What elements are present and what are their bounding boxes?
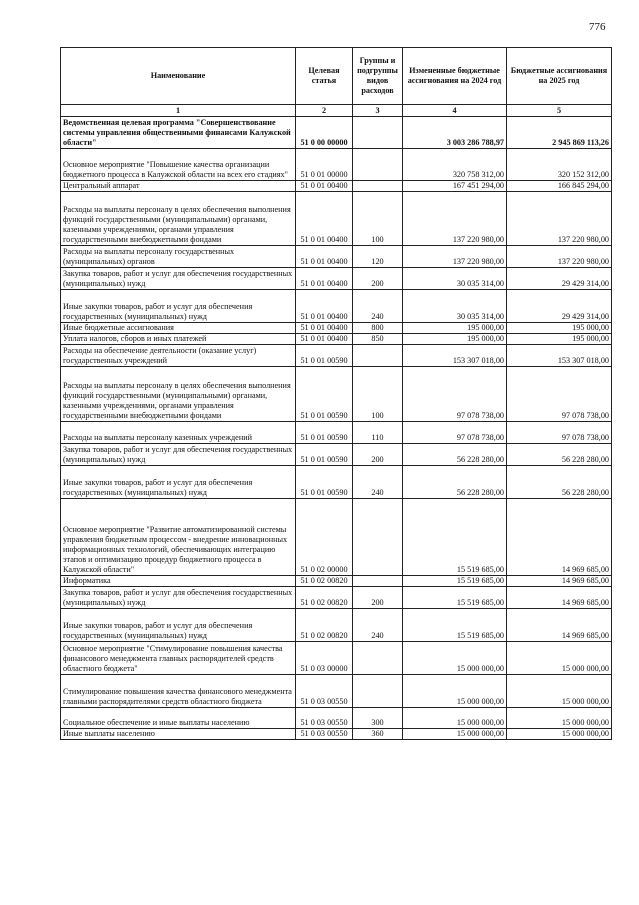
- row-group-cell: 200: [353, 587, 403, 609]
- row-group-cell: 360: [353, 729, 403, 740]
- row-amount-2024-cell: 15 000 000,00: [403, 708, 507, 729]
- row-name-cell: Иные бюджетные ассигнования: [61, 323, 296, 334]
- row-name-cell: Основное мероприятие "Стимулирование повышения качества финансового менеджмента главных распорядителей средств областного бюджета": [61, 642, 296, 675]
- row-amount-2025-cell: 15 000 000,00: [507, 642, 612, 675]
- row-group-cell: [353, 149, 403, 181]
- row-target-code-cell: 51 0 01 00400: [296, 290, 353, 323]
- table-row: [61, 268, 612, 290]
- row-amount-2024-cell: 320 758 312,00: [403, 149, 507, 181]
- row-target-code-cell: 51 0 02 00820: [296, 576, 353, 587]
- row-group-cell: 100: [353, 367, 403, 422]
- row-amount-2024-cell: 153 307 018,00: [403, 345, 507, 367]
- row-amount-2025-cell: 14 969 685,00: [507, 499, 612, 576]
- row-target-code-cell: 51 0 03 00550: [296, 708, 353, 729]
- row-name-cell: Стимулирование повышения качества финансового менеджмента главными распорядителями средств областного бюджета: [61, 675, 296, 708]
- row-target-code-cell: 51 0 01 00590: [296, 422, 353, 444]
- row-amount-2025-cell: 15 000 000,00: [507, 708, 612, 729]
- row-group-cell: 300: [353, 708, 403, 729]
- row-group-cell: 200: [353, 444, 403, 466]
- row-name-cell: Закупка товаров, работ и услуг для обеспечения государственных (муниципальных) нужд: [61, 587, 296, 609]
- table-row: [61, 422, 612, 444]
- row-amount-2024-cell: 15 519 685,00: [403, 587, 507, 609]
- row-name-cell: Центральный аппарат: [61, 181, 296, 192]
- table-row: [61, 708, 612, 729]
- row-amount-2024-cell: 195 000,00: [403, 323, 507, 334]
- row-group-cell: 850: [353, 334, 403, 345]
- row-group-cell: [353, 117, 403, 149]
- table-row: [61, 609, 612, 642]
- row-amount-2024-cell: 30 035 314,00: [403, 268, 507, 290]
- table-row: [61, 587, 612, 609]
- row-amount-2025-cell: 97 078 738,00: [507, 367, 612, 422]
- row-amount-2025-cell: 153 307 018,00: [507, 345, 612, 367]
- row-amount-2025-cell: 2 945 869 113,26: [507, 117, 612, 149]
- row-target-code-cell: 51 0 02 00820: [296, 587, 353, 609]
- row-name-cell: Расходы на выплаты персоналу казенных учреждений: [61, 422, 296, 444]
- row-amount-2024-cell: 30 035 314,00: [403, 290, 507, 323]
- row-target-code-cell: 51 0 01 00400: [296, 246, 353, 268]
- row-amount-2024-cell: 15 519 685,00: [403, 499, 507, 576]
- row-amount-2025-cell: 14 969 685,00: [507, 587, 612, 609]
- col-number: 2: [296, 105, 353, 117]
- row-group-cell: [353, 576, 403, 587]
- row-amount-2024-cell: 56 228 280,00: [403, 444, 507, 466]
- row-group-cell: [353, 499, 403, 576]
- row-name-cell: Закупка товаров, работ и услуг для обеспечения государственных (муниципальных) нужд: [61, 444, 296, 466]
- col-number: 3: [353, 105, 403, 117]
- table-row: [61, 642, 612, 675]
- row-amount-2025-cell: 195 000,00: [507, 323, 612, 334]
- row-group-cell: 100: [353, 192, 403, 246]
- row-amount-2025-cell: 14 969 685,00: [507, 576, 612, 587]
- row-name-cell: Расходы на обеспечение деятельности (оказание услуг) государственных учреждений: [61, 345, 296, 367]
- row-amount-2025-cell: 29 429 314,00: [507, 290, 612, 323]
- row-name-cell: Основное мероприятие "Развитие автоматизированной системы управления бюджетным процессом - внедрение инновационных информационных технологий, обеспечивающих интеграцию этапов и оптимизацию процедур бюджетного процесса в Калужской области": [61, 499, 296, 576]
- row-amount-2025-cell: 15 000 000,00: [507, 675, 612, 708]
- table-row: [61, 192, 612, 246]
- row-name-cell: Закупка товаров, работ и услуг для обеспечения государственных (муниципальных) нужд: [61, 268, 296, 290]
- row-group-cell: [353, 345, 403, 367]
- row-amount-2025-cell: 15 000 000,00: [507, 729, 612, 740]
- row-target-code-cell: 51 0 01 00590: [296, 444, 353, 466]
- row-group-cell: [353, 181, 403, 192]
- row-name-cell: Информатика: [61, 576, 296, 587]
- col-header-name: Наименование: [61, 48, 296, 105]
- row-target-code-cell: 51 0 01 00590: [296, 367, 353, 422]
- table-row: [61, 149, 612, 181]
- col-header-groups: Группы и подгруппы видов расходов: [353, 48, 403, 105]
- row-name-cell: Расходы на выплаты персоналу в целях обеспечения выполнения функций государственными (муниципальными) органами, казенными учреждениями, органами управления государственными внебюджетными фондами: [61, 367, 296, 422]
- row-name-cell: Ведомственная целевая программа "Совершенствование системы управления общественными финансами Калужской области": [61, 117, 296, 149]
- row-target-code-cell: 51 0 01 00400: [296, 181, 353, 192]
- table-row: [61, 444, 612, 466]
- row-amount-2024-cell: 15 000 000,00: [403, 642, 507, 675]
- table-row: [61, 466, 612, 499]
- row-name-cell: Иные выплаты населению: [61, 729, 296, 740]
- row-target-code-cell: 51 0 03 00000: [296, 642, 353, 675]
- row-amount-2024-cell: 195 000,00: [403, 334, 507, 345]
- row-name-cell: Иные закупки товаров, работ и услуг для обеспечения государственных (муниципальных) нужд: [61, 290, 296, 323]
- table-row: [61, 729, 612, 740]
- row-amount-2024-cell: 3 003 286 788,97: [403, 117, 507, 149]
- table-row: [61, 576, 612, 587]
- row-amount-2025-cell: 137 220 980,00: [507, 246, 612, 268]
- row-amount-2024-cell: 97 078 738,00: [403, 367, 507, 422]
- row-target-code-cell: 51 0 03 00550: [296, 675, 353, 708]
- row-name-cell: Уплата налогов, сборов и иных платежей: [61, 334, 296, 345]
- row-target-code-cell: 51 0 01 00000: [296, 149, 353, 181]
- col-number: 5: [507, 105, 612, 117]
- row-group-cell: [353, 642, 403, 675]
- table-row: [61, 181, 612, 192]
- row-target-code-cell: 51 0 03 00550: [296, 729, 353, 740]
- row-amount-2024-cell: 137 220 980,00: [403, 192, 507, 246]
- row-amount-2024-cell: 15 000 000,00: [403, 675, 507, 708]
- row-name-cell: Иные закупки товаров, работ и услуг для обеспечения государственных (муниципальных) нужд: [61, 609, 296, 642]
- table-row: [61, 334, 612, 345]
- row-target-code-cell: 51 0 00 00000: [296, 117, 353, 149]
- col-header-target: Целевая статья: [296, 48, 353, 105]
- row-group-cell: 120: [353, 246, 403, 268]
- table-row: [61, 675, 612, 708]
- row-target-code-cell: 51 0 01 00590: [296, 345, 353, 367]
- row-group-cell: [353, 675, 403, 708]
- col-number: 4: [403, 105, 507, 117]
- row-amount-2025-cell: 97 078 738,00: [507, 422, 612, 444]
- row-name-cell: Расходы на выплаты персоналу в целях обеспечения выполнения функций государственными (муниципальными) органами, казенными учреждениями, органами управления государственными внебюджетными фондами: [61, 192, 296, 246]
- table-row: [61, 345, 612, 367]
- table-row: [61, 367, 612, 422]
- row-name-cell: Иные закупки товаров, работ и услуг для обеспечения государственных (муниципальных) нужд: [61, 466, 296, 499]
- table-row: [61, 323, 612, 334]
- row-name-cell: Основное мероприятие "Повышение качества организации бюджетного процесса в Калужской области на всех его стадиях": [61, 149, 296, 181]
- budget-table: [60, 47, 612, 740]
- row-amount-2024-cell: 15 519 685,00: [403, 576, 507, 587]
- row-group-cell: 800: [353, 323, 403, 334]
- row-group-cell: 200: [353, 268, 403, 290]
- row-amount-2025-cell: 14 969 685,00: [507, 609, 612, 642]
- row-name-cell: Социальное обеспечение и иные выплаты населению: [61, 708, 296, 729]
- row-target-code-cell: 51 0 01 00590: [296, 466, 353, 499]
- row-amount-2025-cell: 137 220 980,00: [507, 192, 612, 246]
- row-amount-2024-cell: 97 078 738,00: [403, 422, 507, 444]
- row-target-code-cell: 51 0 01 00400: [296, 268, 353, 290]
- table-row: [61, 117, 612, 149]
- row-group-cell: 110: [353, 422, 403, 444]
- row-amount-2024-cell: 137 220 980,00: [403, 246, 507, 268]
- row-amount-2025-cell: 320 152 312,00: [507, 149, 612, 181]
- col-number: 1: [61, 105, 296, 117]
- row-name-cell: Расходы на выплаты персоналу государственных (муниципальных) органов: [61, 246, 296, 268]
- table-row: [61, 290, 612, 323]
- row-group-cell: 240: [353, 466, 403, 499]
- row-amount-2025-cell: 56 228 280,00: [507, 466, 612, 499]
- row-amount-2024-cell: 167 451 294,00: [403, 181, 507, 192]
- row-target-code-cell: 51 0 02 00000: [296, 499, 353, 576]
- row-group-cell: 240: [353, 290, 403, 323]
- row-amount-2024-cell: 15 519 685,00: [403, 609, 507, 642]
- row-amount-2025-cell: 56 228 280,00: [507, 444, 612, 466]
- table-row: [61, 246, 612, 268]
- row-target-code-cell: 51 0 01 00400: [296, 323, 353, 334]
- row-amount-2025-cell: 29 429 314,00: [507, 268, 612, 290]
- row-target-code-cell: 51 0 01 00400: [296, 192, 353, 246]
- row-amount-2025-cell: 195 000,00: [507, 334, 612, 345]
- row-amount-2024-cell: 15 000 000,00: [403, 729, 507, 740]
- table-row: [61, 499, 612, 576]
- column-number-row: [61, 105, 612, 117]
- header-row: [61, 48, 612, 105]
- col-header-2024: Измененные бюджетные ассигнования на 2024 год: [403, 48, 507, 105]
- row-group-cell: 240: [353, 609, 403, 642]
- row-amount-2025-cell: 166 845 294,00: [507, 181, 612, 192]
- row-target-code-cell: 51 0 01 00400: [296, 334, 353, 345]
- page-number: 776: [589, 21, 606, 33]
- row-amount-2024-cell: 56 228 280,00: [403, 466, 507, 499]
- table-body: [61, 117, 612, 740]
- col-header-2025: Бюджетные ассигнования на 2025 год: [507, 48, 612, 105]
- row-target-code-cell: 51 0 02 00820: [296, 609, 353, 642]
